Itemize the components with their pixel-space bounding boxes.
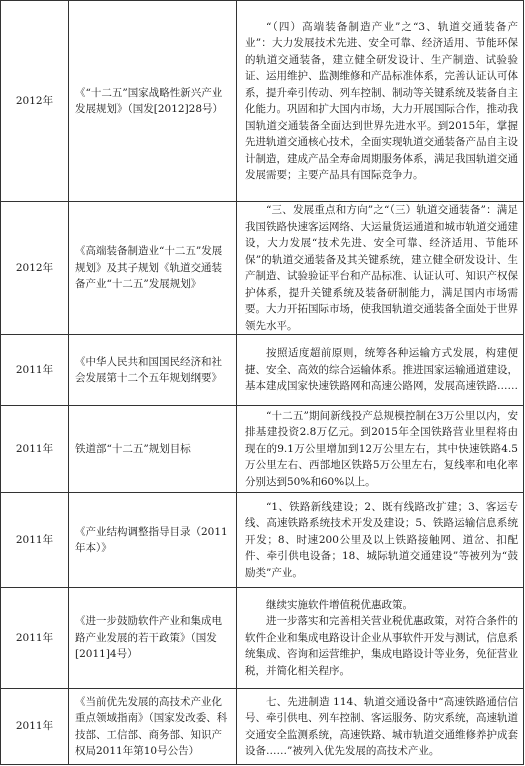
table-row	[1, 493, 524, 588]
document-cell: 《进一步鼓励软件产业和集成电路产业发展的若干政策》（国发[2011]4号）	[69, 588, 237, 689]
document-cell: 《产业结构调整指导目录（2011年本）》	[69, 493, 237, 588]
document-cell: 《当前优先发展的高技术产业化重点领域指南》（国家发改委、科技部、工信部、商务部、知识产权局2011年第10号公告）	[69, 689, 237, 765]
year-cell: 2011年	[1, 689, 69, 765]
document-cell: 《高端装备制造业“十二五”发展规划》及其子规划《轨道交通装备产业“十二五”发展规划》	[69, 202, 237, 335]
content-paragraph: 七、先进制造 114、轨道交通设备中“高速铁路通信信号、牵引供电、列车控制、客运服务、防灾系统，高速轨道交通安全监测系统，高速铁路、城市轨道交通维修养护成套设备……”被列入优先发展的高技术产业。	[245, 695, 518, 757]
year-cell: 2012年	[1, 202, 69, 335]
content-cell	[237, 689, 524, 765]
year-cell: 2012年	[1, 1, 69, 202]
table-row	[1, 689, 524, 765]
document-cell: 《中华人民共和国国民经济和社会发展第十二个五年规划纲要》	[69, 335, 237, 406]
table-row	[1, 335, 524, 406]
table-row	[1, 1, 524, 202]
content-paragraph: “（四）高端装备制造产业”之“3、轨道交通装备产业”：大力发展技术先进、安全可靠、经济适用、节能环保的轨道交通装备，建立健全研发设计、生产制造、试验验证、运用维护、监测维修和产品标准体系，完善认证认可体系，提升牵引传动、列车控制、制动等关键系统及装备自主化能力。巩固和扩大国内市场，大力开展国际合作，推动我国轨道交通装备全面达到世界先进水平。到2015年，掌握先进轨道交通核心技术，全面实现轨道交通装备产品自主设计制造，建成产品全寿命周期服务体系，满足我国轨道交通发展需要；主要产品具有国际竞争力。	[245, 20, 518, 181]
table-row	[1, 202, 524, 335]
content-paragraph: “1、铁路新线建设；2、既有线路改扩建；3、客运专线、高速铁路系统技术开发及建设；5、铁路运输信息系统开发；8、时速200公里及以上铁路接触网、道岔、扣配件、牵引供电设备；18、城际轨道交通建设”等被列为“鼓励类”产业。	[245, 500, 518, 579]
content-cell	[237, 335, 524, 406]
table-row	[1, 406, 524, 493]
document-cell: 《“十二五”国家战略性新兴产业发展规划》（国发[2012]28号）	[69, 1, 237, 202]
content-paragraph: 进一步落实和完善相关营业税优惠政策，对符合条件的软件企业和集成电路设计企业从事软件开发与测试，信息系统集成、咨询和运营维护，集成电路设计等业务，免征营业税，并简化相关程序。	[245, 615, 518, 677]
year-cell: 2011年	[1, 335, 69, 406]
year-cell: 2011年	[1, 588, 69, 689]
document-cell: 铁道部“十二五”规划目标	[69, 406, 237, 493]
content-cell	[237, 588, 524, 689]
content-cell	[237, 406, 524, 493]
content-paragraph: 继续实施软件增值税优惠政策。	[266, 598, 413, 611]
content-paragraph: 按照适度超前原则，统筹各种运输方式发展，构建便捷、安全、高效的综合运输体系。推进国家运输通道建设，基本建成国家快速铁路网和高速公路网，发展高速铁路……	[245, 347, 518, 393]
year-cell: 2011年	[1, 406, 69, 493]
content-paragraph: “十二五”期间新线投产总规模控制在3万公里以内，安排基建投资2.8万亿元。到2015年全国铁路营业里程将由现在的9.1万公里增加到12万公里左右，其中快速铁路4.5万公里左右、西部地区铁路5万公里左右，复线率和电化率分别达到50%和60%以上。	[245, 409, 518, 488]
content-paragraph: “三、发展重点和方向”之“（三）轨道交通装备”：满足我国铁路快速客运网络、大运量货运通道和城市轨道交通建设，大力发展“技术先进、安全可靠、经济适用、节能环保”的轨道交通装备及其关键系统，建立健全研发设计、生产制造、试验验证平台和产品标准、认证认可、知识产权保护体系，提升关键系统及装备研制能力，满足国内市场需要。大力开拓国际市场，使我国轨道交通装备全面处于世界领先水平。	[245, 204, 518, 332]
content-cell	[237, 1, 524, 202]
content-cell	[237, 202, 524, 335]
year-cell: 2011年	[1, 493, 69, 588]
content-cell	[237, 493, 524, 588]
table-row	[1, 588, 524, 689]
